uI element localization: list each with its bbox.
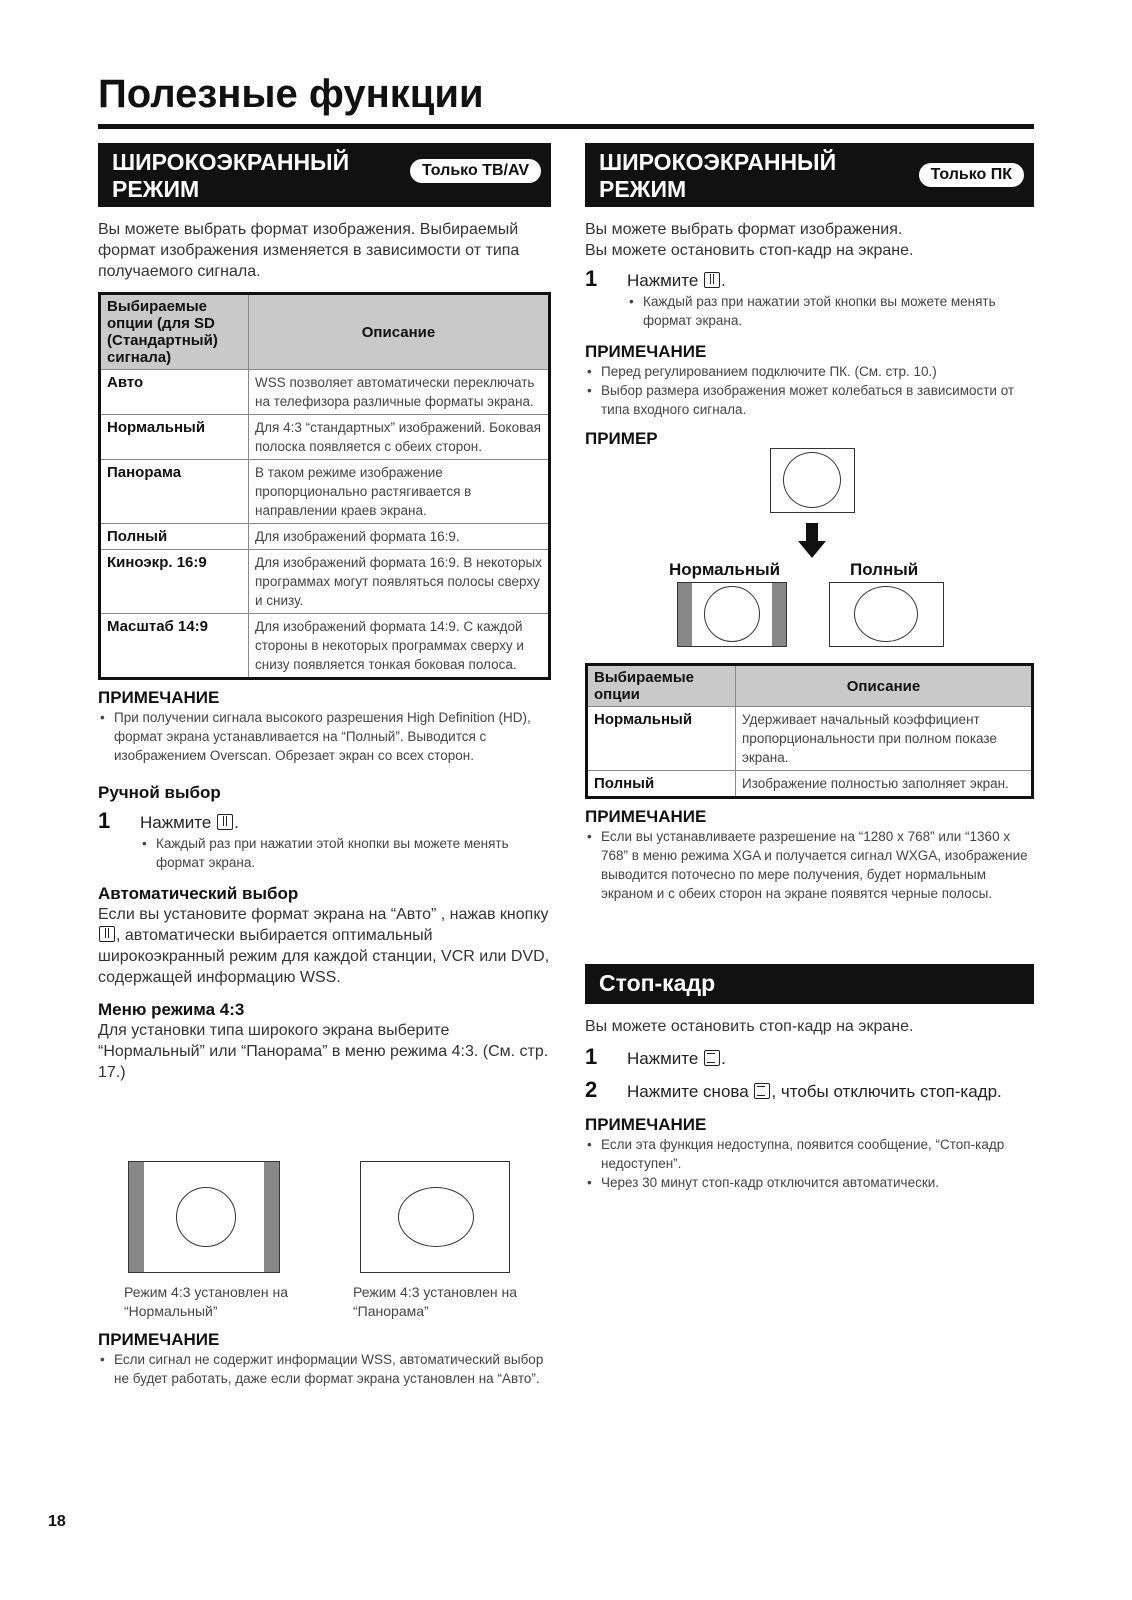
label-full: Полный [850,560,919,579]
table-row [100,370,550,415]
options-table [98,292,551,680]
option-cell: Киноэкр. 16:9 [100,550,249,614]
right-column [585,143,1034,449]
auto-heading: Автоматический выбор [98,884,299,903]
note-heading: ПРИМЕЧАНИЕ [585,342,707,361]
side-bar [129,1162,144,1272]
step-number: 1 [585,266,598,291]
note-list [98,708,551,765]
intro-text-2: Вы можете остановить стоп-кадр на экране. [585,242,914,259]
note-item: • Выбор размера изображения может колебаться в зависимости от типа входного сигнала. [585,381,1034,419]
manual-step [98,808,551,834]
note-item: • Перед регулированием подключите ПК. (См. стр. 10.) [585,362,1034,381]
note-item: • Через 30 минут стоп-кадр отключится автоматически. [585,1173,1034,1192]
description-cell: Для изображений формата 16:9. [249,524,550,550]
table-row [100,550,550,614]
auto-text-a: Если вы установите формат экрана на “Авто” , нажав кнопку [98,906,549,923]
wide-mode-button-icon [217,814,233,830]
step-text: Нажмите снова [627,1082,749,1101]
mode-badge: Только ПК [919,163,1024,187]
option-cell: Нормальный [587,707,736,771]
note-heading: ПРИМЕЧАНИЕ [585,1115,707,1134]
step-number: 1 [585,1044,598,1069]
step-number: 1 [98,808,111,833]
note-list [585,1135,1034,1192]
table-header-description: Описание [736,665,1033,707]
option-cell: Панорама [100,460,249,524]
table-row [100,614,550,679]
freeze-step-1 [585,1044,1034,1070]
freeze-section [585,964,1034,1192]
freeze-button-icon [704,1050,720,1066]
note-item: • Если вы устанавливаете разрешение на “1280 x 768” или “1360 x 768” в меню режима XGA и получается сигнал WXGA, изображение выводится поточесно по мере получения, будет нормальным экраном и с обеих сторон на экране появятся черные полосы. [585,827,1034,903]
auto-text [98,904,551,988]
table-header-description: Описание [249,294,550,370]
pc-options-table [585,663,1034,799]
description-cell: Для 4:3 “стандартных” изображений. Боковая полоска появляется с обеих сторон. [249,415,550,460]
auto-text-b: , автоматически выбирается оптимальный широкоэкранный режим для каждой станции, VCR или DVD, содержащей информацию WSS. [98,927,550,986]
example-heading: ПРИМЕР [585,429,658,448]
description-cell: Удерживает начальный коэффициент пропорциональности при полном показе экрана. [736,707,1033,771]
left-note2 [98,1330,551,1388]
label-normal: Нормальный [669,560,781,579]
intro-text: Вы можете выбрать формат изображения. Выбираемый формат изображения изменяется в зависимости от типа получаемого сигнала. [98,221,520,280]
note-item: • Если эта функция недоступна, появится сообщение, “Стоп-кадр недоступен”. [585,1135,1034,1173]
menu43-heading: Меню режима 4:3 [98,1000,245,1019]
freeze-header [585,964,1034,1004]
picture-oval [398,1187,474,1247]
intro-text: Вы можете выбрать формат изображения. [585,221,903,238]
step-end: . [721,271,726,290]
mode-badge: Только ТВ/AV [410,159,541,183]
option-cell: Нормальный [100,415,249,460]
picture-circle [704,586,760,642]
note-heading: ПРИМЕЧАНИЕ [98,1330,220,1349]
screen-panorama-illustration [360,1161,510,1273]
note-heading: ПРИМЕЧАНИЕ [98,688,220,707]
table-row [587,707,1033,771]
page-title: Полезные функции [98,72,484,116]
side-bar [264,1162,279,1272]
note-heading: ПРИМЕЧАНИЕ [585,807,707,826]
normal-screen-illustration [677,582,787,647]
note-item: • Если сигнал не содержит информации WSS, автоматический выбор не будет работать, даже если формат экрана установлен на “Авто”. [98,1350,551,1388]
section-header-tv-av [98,143,551,207]
description-cell: Для изображений формата 14:9. С каждой стороны в некоторых программах сверху и снизу появляется тонкая боковая полоса. [249,614,550,679]
freeze-button-icon [754,1083,770,1099]
option-cell: Масштаб 14:9 [100,614,249,679]
section-header-pc [585,143,1034,207]
side-bar [772,583,786,646]
note-list [98,1350,551,1388]
page-number: 18 [48,1513,66,1530]
step-end: . [234,813,239,832]
table-row [587,771,1033,798]
manual-bullet: • Каждый раз при нажатии этой кнопки вы можете менять формат экрана. [140,834,551,872]
step-number: 2 [585,1077,598,1102]
pc-step [585,266,1034,292]
screen-normal-illustration [128,1161,280,1273]
caption-panorama: Режим 4:3 установлен на “Панорама” [353,1284,518,1319]
table-row [100,524,550,550]
right-lower [585,663,1034,903]
pc-step-bullets [627,292,1034,330]
source-screen-illustration [770,448,855,513]
table-header-options: Выбираемые опции [587,665,736,707]
step-text: Нажмите [140,813,212,832]
down-arrow-icon [797,523,827,559]
section-title: ШИРОКОЭКРАННЫЙ РЕЖИМ [112,149,350,202]
wide-mode-button-icon [99,926,115,942]
manual-bullets [140,834,551,872]
table-row [100,460,550,524]
freeze-intro: Вы можете остановить стоп-кадр на экране. [585,1018,914,1035]
left-column [98,143,551,1083]
note-list [585,827,1034,903]
description-cell: Для изображений формата 16:9. В некоторых программах могут появляться полосы сверху и снизу. [249,550,550,614]
description-cell: В таком режиме изображение пропорционально растягивается в направлении краев экрана. [249,460,550,524]
title-rule [98,124,1034,129]
full-screen-illustration [829,582,944,647]
step-end: . [721,1049,726,1068]
side-bar [678,583,692,646]
menu43-text: Для установки типа широкого экрана выберите “Нормальный” или “Панорама” в меню режима 4:3. (См. стр. 17.) [98,1022,549,1081]
note-item: • При получении сигнала высокого разрешения High Definition (HD), формат экрана устанавливается на “Полный”. Выводится с изображением Overscan. Обрезает экран со всех сторон. [98,708,551,765]
table-row [100,415,550,460]
step-bullet: • Каждый раз при нажатии этой кнопки вы можете менять формат экрана. [627,292,1034,330]
picture-circle [783,452,841,508]
wide-mode-button-icon [704,272,720,288]
note-list [585,362,1034,419]
manual-heading: Ручной выбор [98,783,221,802]
step-end: , чтобы отключить стоп-кадр. [771,1082,1002,1101]
caption-normal: Режим 4:3 установлен на “Нормальный” [124,1284,289,1319]
picture-oval [854,586,918,642]
option-cell: Полный [100,524,249,550]
freeze-step-2 [585,1077,1034,1103]
step-text: Нажмите [627,1049,699,1068]
section-title: ШИРОКОЭКРАННЫЙ РЕЖИМ [599,149,837,202]
option-cell: Полный [587,771,736,798]
step-text: Нажмите [627,271,699,290]
description-cell: WSS позволяет автоматически переключать на телефизора различные форматы экрана. [249,370,550,415]
description-cell: Изображение полностью заполняет экран. [736,771,1033,798]
option-cell: Авто [100,370,249,415]
picture-circle [176,1187,236,1247]
freeze-title: Стоп-кадр [599,970,716,996]
table-header-options: Выбираемые опции (для SD (Стандартный) сигнала) [100,294,249,370]
